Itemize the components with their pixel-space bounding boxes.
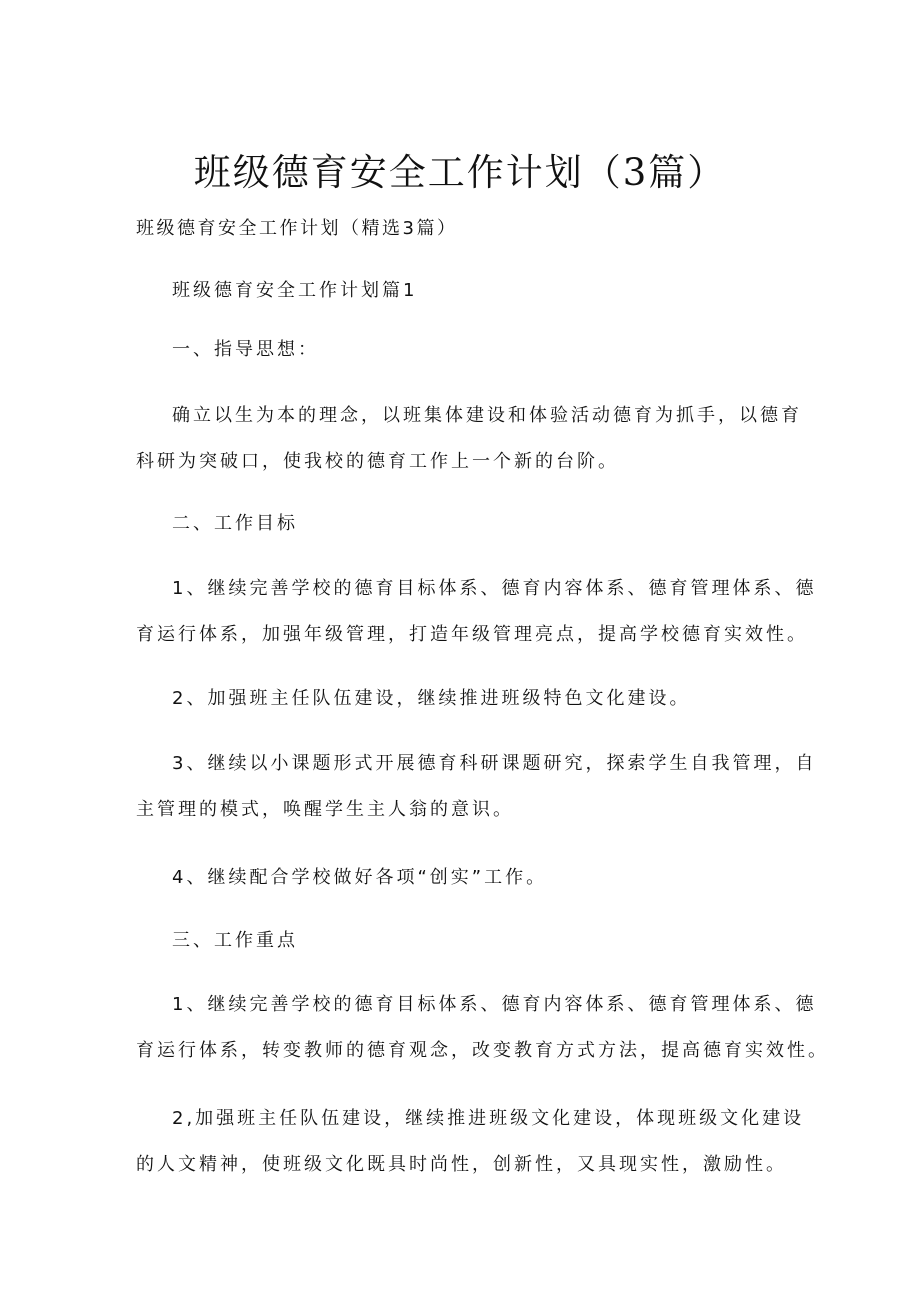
paragraph-line: 2,加强班主任队伍建设，继续推进班级文化建设，体现班级文化建设 — [172, 1108, 805, 1129]
goal-item-3 — [136, 741, 817, 833]
focus-item-1 — [136, 982, 829, 1074]
goal-item-1 — [136, 566, 817, 658]
paragraph-line: 育运行体系，加强年级管理，打造年级管理亮点，提高学校德育实效性。 — [136, 624, 808, 645]
document-title: 班级德育安全工作计划（3篇） — [193, 151, 727, 194]
document-subtitle: 班级德育安全工作计划（精选3篇） — [136, 218, 458, 239]
paragraph-line: 的人文精神，使班级文化既具时尚性，创新性，又具现实性，激励性。 — [136, 1154, 787, 1175]
paragraph-guiding-ideology — [136, 393, 802, 485]
paragraph-line: 1、继续完善学校的德育目标体系、德育内容体系、德育管理体系、德 — [172, 994, 817, 1015]
heading-work-focus: 三、工作重点 — [172, 930, 298, 951]
paragraph-line: 3、继续以小课题形式开展德育科研课题研究，探索学生自我管理，自 — [172, 753, 817, 774]
paragraph-line: 确立以生为本的理念，以班集体建设和体验活动德育为抓手，以德育 — [172, 405, 802, 426]
paragraph-line: 1、继续完善学校的德育目标体系、德育内容体系、德育管理体系、德 — [172, 578, 817, 599]
paragraph-line: 育运行体系，转变教师的德育观念，改变教育方式方法，提高德育实效性。 — [136, 1040, 829, 1061]
heading-guiding-ideology: 一、指导思想： — [172, 339, 319, 360]
goal-item-2: 2、加强班主任队伍建设，继续推进班级特色文化建设。 — [172, 688, 691, 709]
paragraph-line: 科研为突破口，使我校的德育工作上一个新的台阶。 — [136, 451, 619, 472]
focus-item-2 — [136, 1096, 805, 1188]
goal-item-4: 4、继续配合学校做好各项“创实”工作。 — [172, 867, 548, 888]
paragraph-line: 主管理的模式，唤醒学生主人翁的意识。 — [136, 799, 514, 820]
heading-work-goals: 二、工作目标 — [172, 513, 298, 534]
section-heading: 班级德育安全工作计划篇1 — [172, 280, 418, 301]
